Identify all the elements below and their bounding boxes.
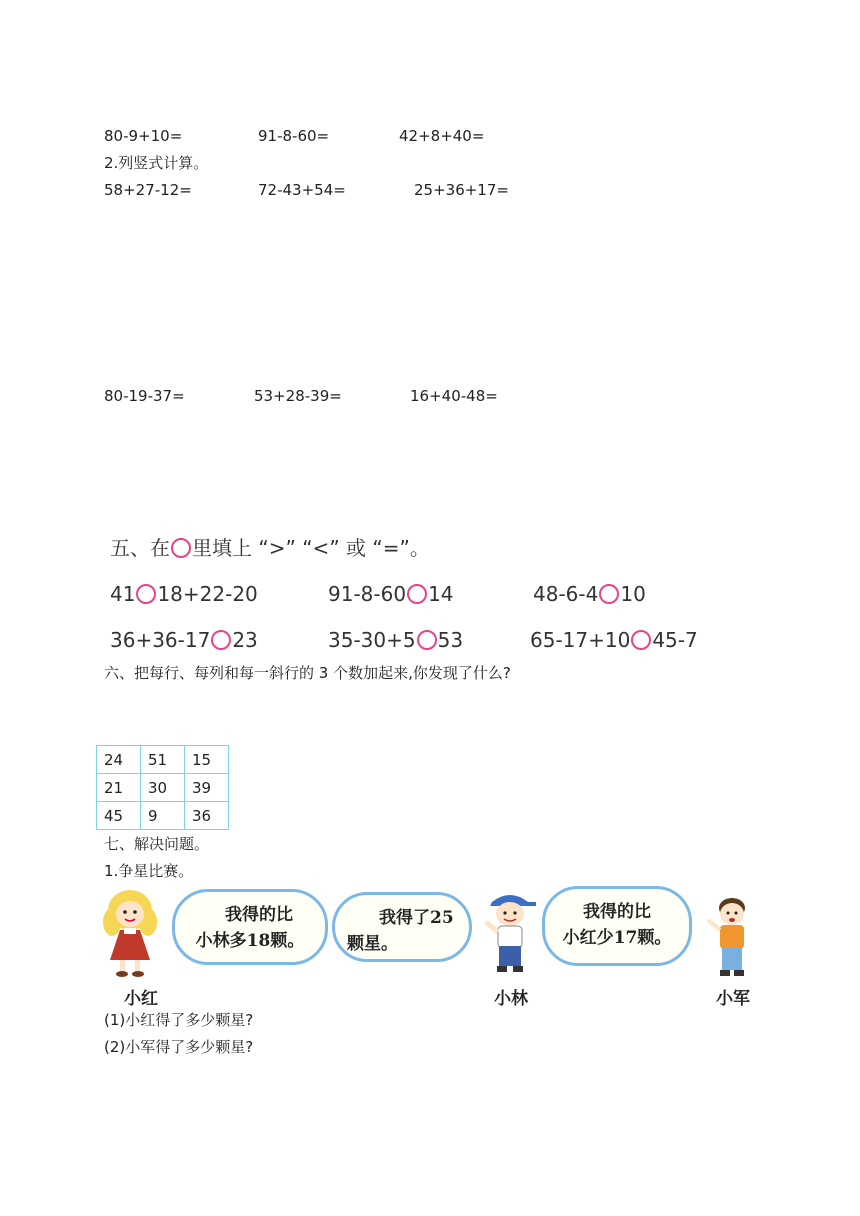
section-5-title: 五、在 里填上 “>” “<” 或 “=”。 <box>110 536 430 560</box>
answer-circle[interactable] <box>211 630 231 650</box>
boy-character-icon <box>480 888 540 980</box>
character-name: 小军 <box>716 989 750 1009</box>
boy-character-icon <box>704 892 760 980</box>
answer-circle[interactable] <box>599 584 619 604</box>
grid-cell: 45 <box>97 802 141 830</box>
speech-bubble: 我得的比 小红少17颗。 <box>542 886 692 966</box>
expr-4: 58+27-12= <box>104 181 192 199</box>
expr-5: 72-43+54= <box>258 181 346 199</box>
expr-3: 42+8+40= <box>399 127 485 145</box>
compare-item: 36+36-17 23 <box>110 628 258 652</box>
expr-1: 80-9+10= <box>104 127 183 145</box>
question-1-title: 1.争星比赛。 <box>104 862 194 880</box>
question-2-title: 2.列竖式计算。 <box>104 154 209 172</box>
section-7-title: 七、解决问题。 <box>104 835 210 853</box>
speech-bubble: 我得了25 颗星。 <box>332 892 472 962</box>
character-name: 小林 <box>494 989 528 1009</box>
compare-item: 48-6-4 10 <box>533 582 646 606</box>
compare-item: 91-8-60 14 <box>328 582 454 606</box>
answer-circle[interactable] <box>407 584 427 604</box>
expr-2: 91-8-60= <box>258 127 330 145</box>
answer-circle[interactable] <box>136 584 156 604</box>
expr-8: 53+28-39= <box>254 387 342 405</box>
answer-circle[interactable] <box>417 630 437 650</box>
grid-cell: 30 <box>141 774 185 802</box>
grid-cell: 15 <box>185 746 229 774</box>
compare-item: 35-30+5 53 <box>328 628 464 652</box>
grid-cell: 24 <box>97 746 141 774</box>
expr-7: 80-19-37= <box>104 387 185 405</box>
grid-cell: 51 <box>141 746 185 774</box>
grid-cell: 9 <box>141 802 185 830</box>
character-name: 小红 <box>124 989 158 1009</box>
grid-cell: 21 <box>97 774 141 802</box>
question-1: (1)小红得了多少颗星? <box>104 1011 254 1029</box>
circle-icon <box>171 538 191 558</box>
speech-bubble: 我得的比 小林多18颗。 <box>172 889 328 965</box>
number-grid <box>96 745 229 830</box>
answer-circle[interactable] <box>631 630 651 650</box>
expr-9: 16+40-48= <box>410 387 498 405</box>
question-2: (2)小军得了多少颗星? <box>104 1038 254 1056</box>
grid-cell: 39 <box>185 774 229 802</box>
grid-cell: 36 <box>185 802 229 830</box>
girl-character-icon <box>100 888 172 980</box>
compare-item: 65-17+10 45-7 <box>530 628 698 652</box>
section-6-title: 六、把每行、每列和每一斜行的 3 个数加起来,你发现了什么? <box>104 664 511 682</box>
compare-item: 41 18+22-20 <box>110 582 258 606</box>
expr-6: 25+36+17= <box>414 181 509 199</box>
